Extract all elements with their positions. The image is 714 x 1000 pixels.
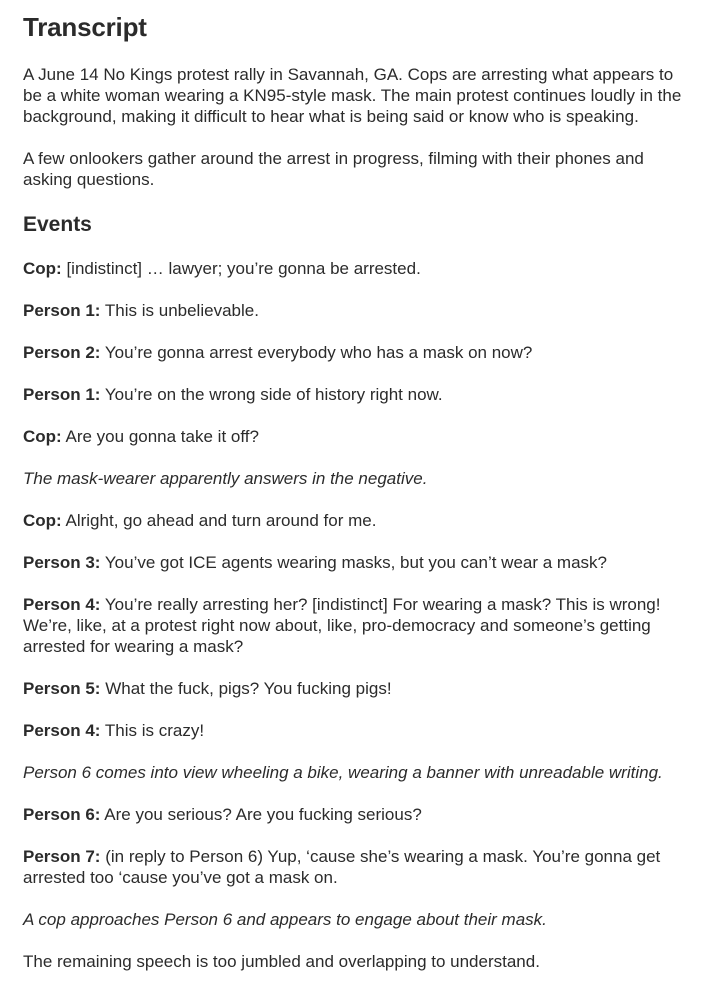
dialogue-line xyxy=(23,678,692,699)
dialogue-text: [indistinct] … lawyer; you’re gonna be arrested. xyxy=(61,259,421,278)
stage-direction: Person 6 comes into view wheeling a bike, wearing a banner with unreadable writing. xyxy=(23,763,663,782)
intro-section xyxy=(23,64,692,190)
dialogue-line xyxy=(23,552,692,573)
dialogue-line xyxy=(23,426,692,447)
events-list xyxy=(23,258,692,972)
dialogue-text: Are you serious? Are you fucking serious? xyxy=(100,805,422,824)
dialogue-line xyxy=(23,258,692,279)
dialogue-line xyxy=(23,594,692,657)
speaker-label: Person 6: xyxy=(23,805,101,824)
speaker-label: Person 1: xyxy=(23,301,101,320)
dialogue-line xyxy=(23,384,692,405)
dialogue-text: What the fuck, pigs? You fucking pigs! xyxy=(100,679,392,698)
dialogue-text: This is crazy! xyxy=(100,721,205,740)
speaker-label: Person 4: xyxy=(23,595,101,614)
dialogue-text: Alright, go ahead and turn around for me. xyxy=(61,511,377,530)
dialogue-line xyxy=(23,846,692,888)
dialogue-text: You’ve got ICE agents wearing masks, but you can’t wear a mask? xyxy=(100,553,607,572)
dialogue-text: (in reply to Person 6) Yup, ‘cause she’s wearing a mask. You’re gonna get arrested too ‘cause you’ve got a mask on. xyxy=(23,847,661,887)
dialogue-text: Are you gonna take it off? xyxy=(61,427,259,446)
closing-note: The remaining speech is too jumbled and overlapping to understand. xyxy=(23,952,540,971)
dialogue-text: You’re really arresting her? [indistinct] For wearing a mask? This is wrong! We’re, like, at a protest right now about, like, pro-democracy and someone’s getting arrested for wearing a mask? xyxy=(23,595,661,656)
speaker-label: Person 3: xyxy=(23,553,101,572)
dialogue-line xyxy=(23,804,692,825)
speaker-label: Person 7: xyxy=(23,847,101,866)
dialogue-line xyxy=(23,510,692,531)
page-title: Transcript xyxy=(23,12,147,42)
speaker-label: Person 5: xyxy=(23,679,101,698)
dialogue-line xyxy=(23,342,692,363)
speaker-label: Person 4: xyxy=(23,721,101,740)
dialogue-line xyxy=(23,300,692,321)
dialogue-text: You’re gonna arrest everybody who has a mask on now? xyxy=(100,343,533,362)
dialogue-text: You’re on the wrong side of history right now. xyxy=(100,385,443,404)
dialogue-line xyxy=(23,720,692,741)
stage-direction: A cop approaches Person 6 and appears to engage about their mask. xyxy=(23,910,547,929)
speaker-label: Cop: xyxy=(23,259,62,278)
intro-paragraph: A few onlookers gather around the arrest in progress, filming with their phones and asking questions. xyxy=(23,149,644,189)
stage-direction: The mask-wearer apparently answers in the negative. xyxy=(23,469,428,488)
speaker-label: Cop: xyxy=(23,427,62,446)
speaker-label: Cop: xyxy=(23,511,62,530)
speaker-label: Person 1: xyxy=(23,385,101,404)
dialogue-text: This is unbelievable. xyxy=(100,301,259,320)
events-heading: Events xyxy=(23,213,92,236)
speaker-label: Person 2: xyxy=(23,343,101,362)
intro-paragraph: A June 14 No Kings protest rally in Savannah, GA. Cops are arresting what appears to be a white woman wearing a KN95-style mask. The main protest continues loudly in the background, making it difficult to hear what is being said or know who is speaking. xyxy=(23,65,682,126)
